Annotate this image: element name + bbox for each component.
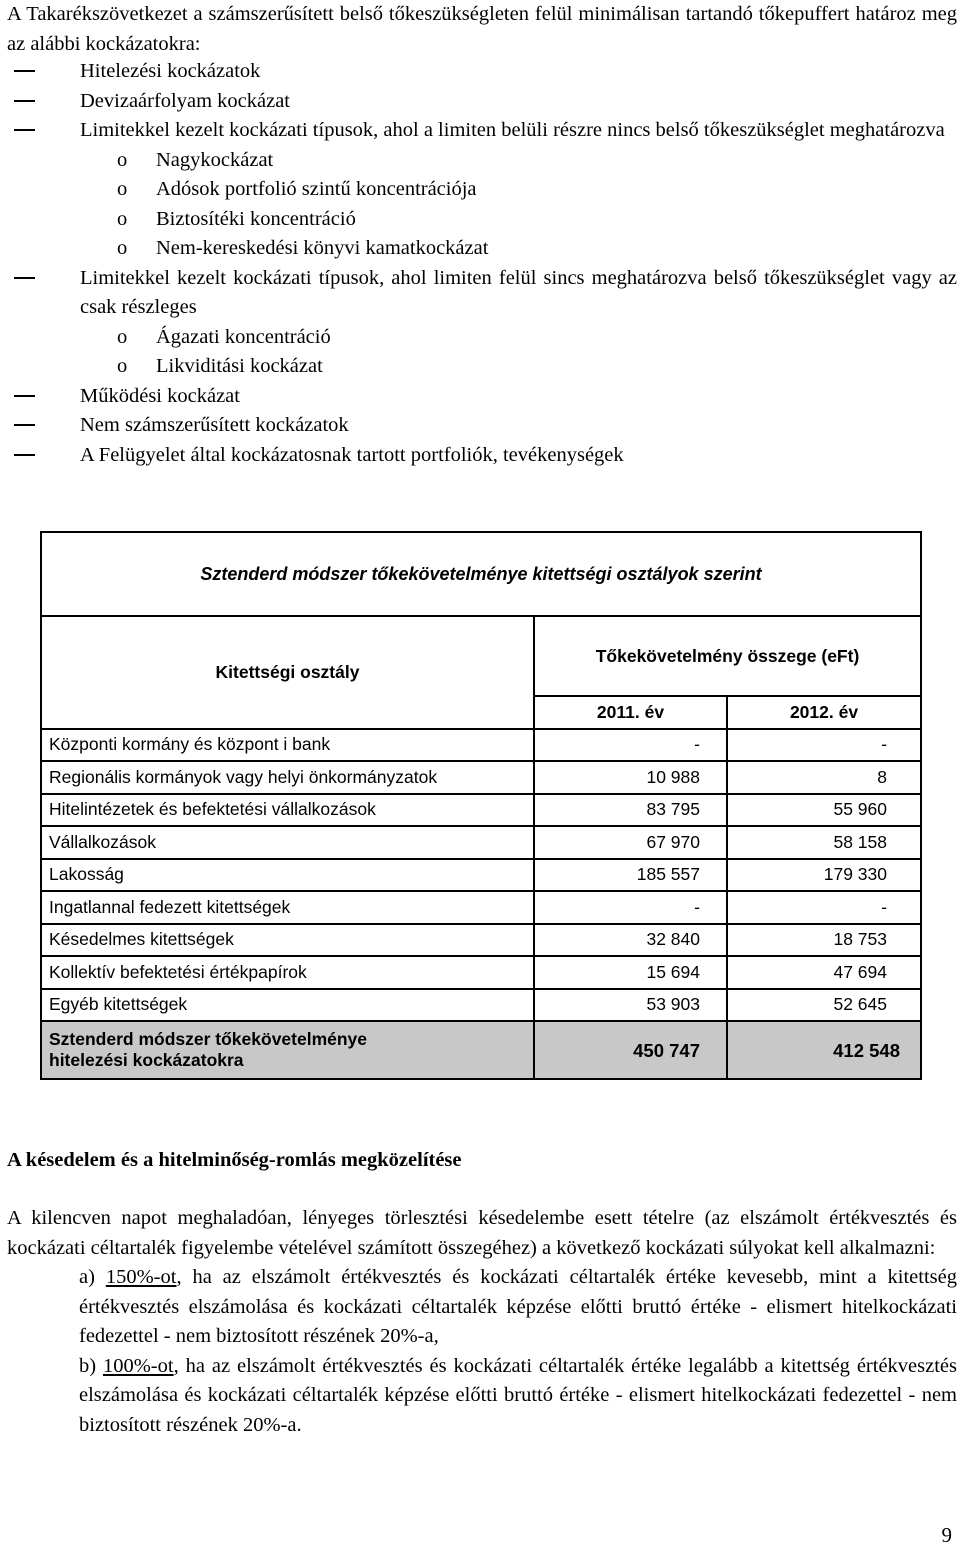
list-item bbox=[0, 382, 957, 412]
sub-bullet: o bbox=[117, 355, 128, 377]
total-row bbox=[41, 1021, 921, 1079]
total-2012: 412 548 bbox=[727, 1021, 921, 1079]
sub-item-text: Likviditási kockázat bbox=[156, 355, 323, 377]
list-item-text: Devizaárfolyam kockázat bbox=[80, 89, 291, 112]
dash-bullet bbox=[14, 277, 35, 279]
list-item-text: Limitekkel kezelt kockázati típusok, ahol a limiten belüli részre nincs belső tőkeszükséglet meghatározva bbox=[80, 119, 945, 141]
row-label: Vállalkozások bbox=[41, 826, 534, 859]
sub-list-item bbox=[0, 352, 957, 382]
column-header-amount: Tőkekövetelmény összege (eFt) bbox=[534, 616, 921, 696]
row-label: Lakosság bbox=[41, 859, 534, 892]
column-header-class: Kitettségi osztály bbox=[41, 616, 534, 729]
table-title: Sztenderd módszer tőkekövetelménye kitettségi osztályok szerint bbox=[41, 532, 921, 616]
rule-a-text: , ha az elszámolt értékvesztés és kockázati céltartalék értéke kevesebb, mint a kitettség értékvesztés elszámolása és kockázati céltartalék képzése előtti bruttó értéke - elismert hitelkockázati fedezettel - nem biztosított részének 20%-a, bbox=[79, 1266, 957, 1347]
rule-a-weight: 150%-ot bbox=[105, 1266, 177, 1288]
table-row bbox=[41, 956, 921, 989]
page-number: 9 bbox=[941, 1523, 952, 1547]
capital-requirement-table bbox=[40, 531, 920, 1080]
row-label: Kollektív befektetési értékpapírok bbox=[41, 956, 534, 989]
value-2011: 83 795 bbox=[534, 794, 727, 827]
sub-item-text: Adósok portfolió szintű koncentrációja bbox=[156, 178, 477, 200]
section-body bbox=[7, 1204, 957, 1440]
sub-bullet: o bbox=[117, 325, 128, 348]
rule-a bbox=[7, 1263, 957, 1352]
value-2012: - bbox=[727, 729, 921, 762]
value-2012: 52 645 bbox=[727, 989, 921, 1022]
list-item bbox=[0, 441, 957, 471]
rule-b-weight: 100%-ot bbox=[102, 1354, 174, 1377]
value-2012: 47 694 bbox=[727, 956, 921, 989]
value-2012: 18 753 bbox=[727, 924, 921, 957]
sub-list-item bbox=[0, 323, 957, 353]
sub-item-text: Ágazati koncentráció bbox=[156, 325, 331, 348]
total-2011: 450 747 bbox=[534, 1021, 727, 1079]
list-item bbox=[0, 116, 957, 146]
list-item-text: A Felügyelet által kockázatosnak tartott portfoliók, tevékenységek bbox=[80, 443, 624, 466]
value-2012: 179 330 bbox=[727, 859, 921, 892]
list-item-text: Működési kockázat bbox=[80, 384, 240, 407]
row-label: Ingatlannal fedezett kitettségek bbox=[41, 891, 534, 924]
value-2012: 8 bbox=[727, 761, 921, 794]
value-2011: 185 557 bbox=[534, 859, 727, 892]
value-2011: 53 903 bbox=[534, 989, 727, 1022]
value-2011: 10 988 bbox=[534, 761, 727, 794]
list-item bbox=[0, 411, 957, 441]
sub-item-text: Nagykockázat bbox=[156, 148, 274, 171]
dash-bullet bbox=[14, 424, 35, 426]
list-item bbox=[0, 57, 957, 87]
value-2011: 32 840 bbox=[534, 924, 727, 957]
table-row bbox=[41, 729, 921, 762]
total-label bbox=[41, 1021, 534, 1079]
value-2011: 67 970 bbox=[534, 826, 727, 859]
value-2012: 58 158 bbox=[727, 826, 921, 859]
section-heading: A késedelem és a hitelminőség-romlás megközelítése bbox=[7, 1149, 462, 1171]
value-2012: 55 960 bbox=[727, 794, 921, 827]
sub-list-item bbox=[0, 146, 957, 176]
intro-paragraph: A Takarékszövetkezet a számszerűsített belső tőkeszükségleten felül minimálisan tartandó tőkepuffert határoz meg az alábbi kockázatokra: bbox=[7, 3, 957, 55]
row-label: Késedelmes kitettségek bbox=[41, 924, 534, 957]
value-2011: 15 694 bbox=[534, 956, 727, 989]
rule-b bbox=[7, 1352, 957, 1441]
table-row bbox=[41, 989, 921, 1022]
rule-a-prefix: a) bbox=[79, 1266, 95, 1288]
sub-bullet: o bbox=[117, 207, 128, 230]
table-row bbox=[41, 761, 921, 794]
sub-item-text: Biztosítéki koncentráció bbox=[156, 207, 356, 230]
list-item-text: Nem számszerűsített kockázatok bbox=[80, 414, 349, 436]
table-row bbox=[41, 924, 921, 957]
table-row bbox=[41, 826, 921, 859]
sub-bullet: o bbox=[117, 178, 128, 200]
sub-list-item bbox=[0, 205, 957, 235]
row-label: Központi kormány és központ i bank bbox=[41, 729, 534, 762]
total-label-line1: Sztenderd módszer tőkekövetelménye bbox=[49, 1029, 368, 1049]
column-header-2011: 2011. év bbox=[534, 696, 727, 729]
sub-bullet: o bbox=[117, 148, 128, 171]
rule-b-prefix: b) bbox=[79, 1354, 97, 1377]
value-2012: - bbox=[727, 891, 921, 924]
column-header-2012: 2012. év bbox=[727, 696, 921, 729]
table-row bbox=[41, 859, 921, 892]
value-2011: - bbox=[534, 729, 727, 762]
risk-list bbox=[0, 57, 957, 470]
rule-b-text: , ha az elszámolt értékvesztés és kockázati céltartalék értéke legalább a kitettség értékvesztés elszámolása és kockázati céltartalék képzése előtti bruttó értéke - elismert hitelkockázati fedezettel - nem biztosított részének 20%-a. bbox=[79, 1354, 958, 1436]
list-item bbox=[0, 87, 957, 117]
sub-item-text: Nem-kereskedési könyvi kamatkockázat bbox=[156, 237, 489, 259]
list-item-text: Limitekkel kezelt kockázati típusok, ahol limiten felül sincs meghatározva belső tőkeszükséglet vagy az csak részleges bbox=[80, 266, 957, 318]
dash-bullet bbox=[14, 100, 35, 102]
dash-bullet bbox=[14, 70, 35, 72]
sub-bullet: o bbox=[117, 237, 128, 259]
list-item bbox=[0, 264, 957, 323]
row-label: Hitelintézetek és befektetési vállalkozások bbox=[41, 794, 534, 827]
row-label: Egyéb kitettségek bbox=[41, 989, 534, 1022]
list-item-text: Hitelezési kockázatok bbox=[80, 60, 261, 82]
dash-bullet bbox=[14, 129, 35, 131]
value-2011: - bbox=[534, 891, 727, 924]
dash-bullet bbox=[14, 395, 35, 397]
dash-bullet bbox=[14, 454, 35, 456]
sub-list-item bbox=[0, 175, 957, 205]
table-row bbox=[41, 891, 921, 924]
total-label-line2: hitelezési kockázatokra bbox=[49, 1050, 244, 1070]
row-label: Regionális kormányok vagy helyi önkormányzatok bbox=[41, 761, 534, 794]
sub-list-item bbox=[0, 234, 957, 264]
table-row bbox=[41, 794, 921, 827]
section-paragraph: A kilencven napot meghaladóan, lényeges törlesztési késedelembe esett tételre (az elszámolt értékvesztés és kockázati céltartalék figyelembe vételével számított összegéhez) a következő kockázati súlyokat kell alkalmazni: bbox=[7, 1207, 957, 1259]
